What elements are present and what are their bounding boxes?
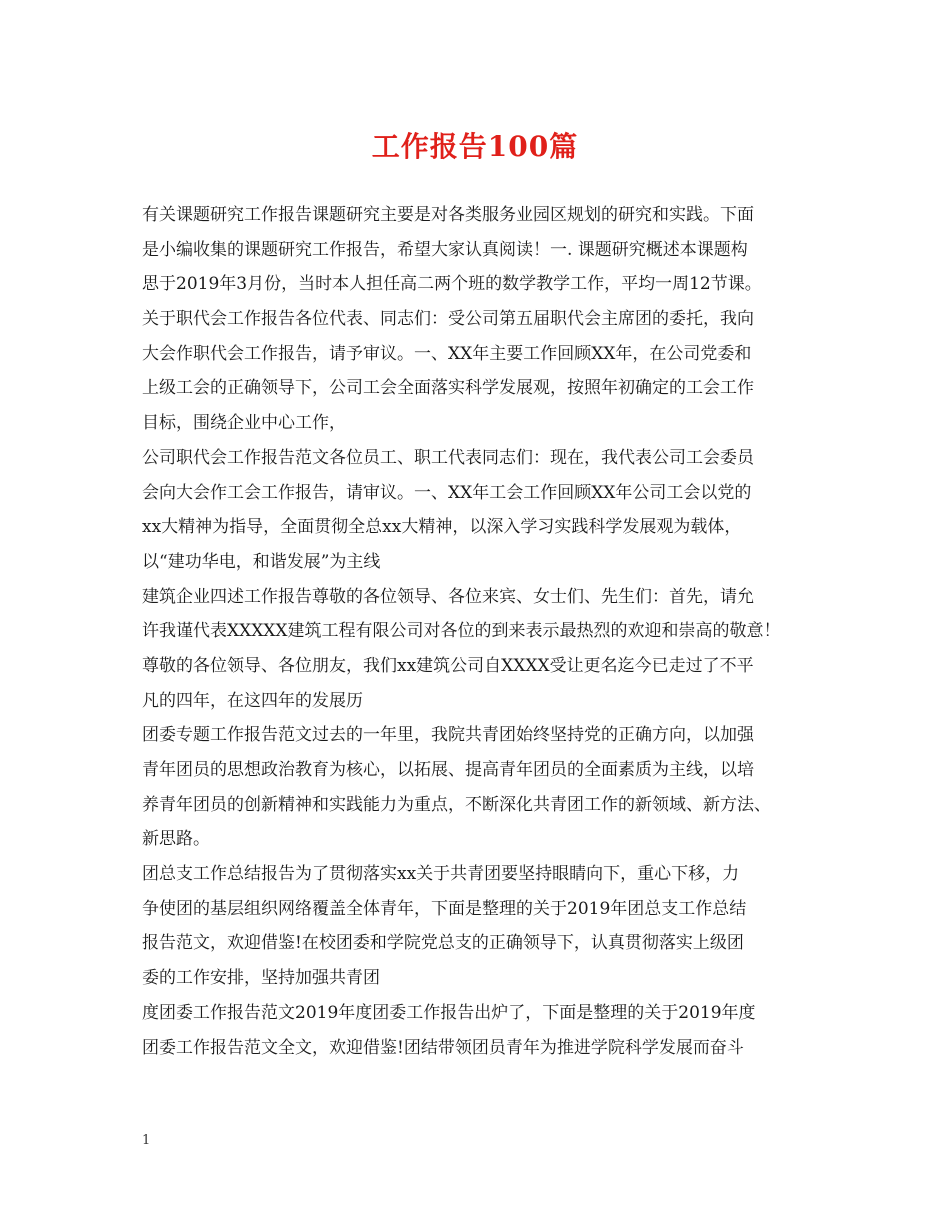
body-line: 关于职代会工作报告各位代表、同志们：受公司第五届职代会主席团的委托，我向: [142, 309, 754, 330]
body-line: 思于2019年3月份，当时本人担任高二两个班的数学教学工作，平均一周12节课。: [142, 274, 762, 295]
body-line: 会向大会作工会工作报告，请审议。一、XX年工会工作回顾XX年公司工会以党的: [142, 482, 752, 503]
body-line: 团委专题工作报告范文过去的一年里，我院共青团始终坚持党的正确方向，以加强: [142, 725, 754, 746]
body-line: 报告范文，欢迎借鉴!在校团委和学院党总支的正确领导下，认真贯彻落实上级团: [142, 933, 744, 954]
body-line: 是小编收集的课题研究工作报告，希望大家认真阅读！一. 课题研究概述本课题构: [142, 239, 748, 260]
body-line: 委的工作安排，坚持加强共青团: [142, 968, 380, 989]
body-line: 团总支工作总结报告为了贯彻落实xx关于共青团要坚持眼睛向下，重心下移，力: [142, 864, 740, 885]
body-line: 养青年团员的创新精神和实践能力为重点，不断深化共青团工作的新领域、新方法、: [142, 794, 771, 815]
body-line: 大会作职代会工作报告，请予审议。一、XX年主要工作回顾XX年，在公司党委和: [142, 343, 752, 364]
body-line: 度团委工作报告范文2019年度团委工作报告出炉了，下面是整理的关于2019年度: [142, 1002, 756, 1023]
body-line: 上级工会的正确领导下，公司工会全面落实科学发展观，按照年初确定的工会工作: [142, 378, 754, 399]
body-line: 尊敬的各位领导、各位朋友，我们xx建筑公司自XXXX受让更名迄今已走过了不平: [142, 655, 754, 676]
body-line: 新思路。: [142, 829, 210, 850]
body-line: xx大精神为指导，全面贯彻全总xx大精神，以深入学习实践科学发展观为载体，: [142, 517, 742, 538]
body-line: 目标，围绕企业中心工作，: [142, 413, 346, 434]
document-title: 工作报告100篇: [371, 130, 579, 163]
body-line: 许我谨代表XXXXX建筑工程有限公司对各位的到来表示最热烈的欢迎和崇高的敬意！: [142, 621, 781, 642]
page-number: 1: [142, 1133, 151, 1148]
body-line: 建筑企业四述工作报告尊敬的各位领导、各位来宾、女士们、先生们：首先，请允: [142, 586, 754, 607]
body-line: 有关课题研究工作报告课题研究主要是对各类服务业园区规划的研究和实践。下面: [142, 205, 754, 225]
body-line: 公司职代会工作报告范文各位员工、职工代表同志们：现在，我代表公司工会委员: [142, 447, 754, 468]
body-line: 凡的四年，在这四年的发展历: [142, 690, 363, 711]
body-line: 团委工作报告范文全文，欢迎借鉴!团结带领团员青年为推进学院科学发展而奋斗: [142, 1037, 744, 1058]
document-body: [142, 198, 814, 1065]
body-line: 争使团的基层组织网络覆盖全体青年，下面是整理的关于2019年团总支工作总结: [142, 898, 747, 919]
body-line: 以“建功华电，和谐发展”为主线: [142, 551, 381, 572]
body-line: 青年团员的思想政治教育为核心，以拓展、提高青年团员的全面素质为主线，以培: [142, 760, 754, 780]
